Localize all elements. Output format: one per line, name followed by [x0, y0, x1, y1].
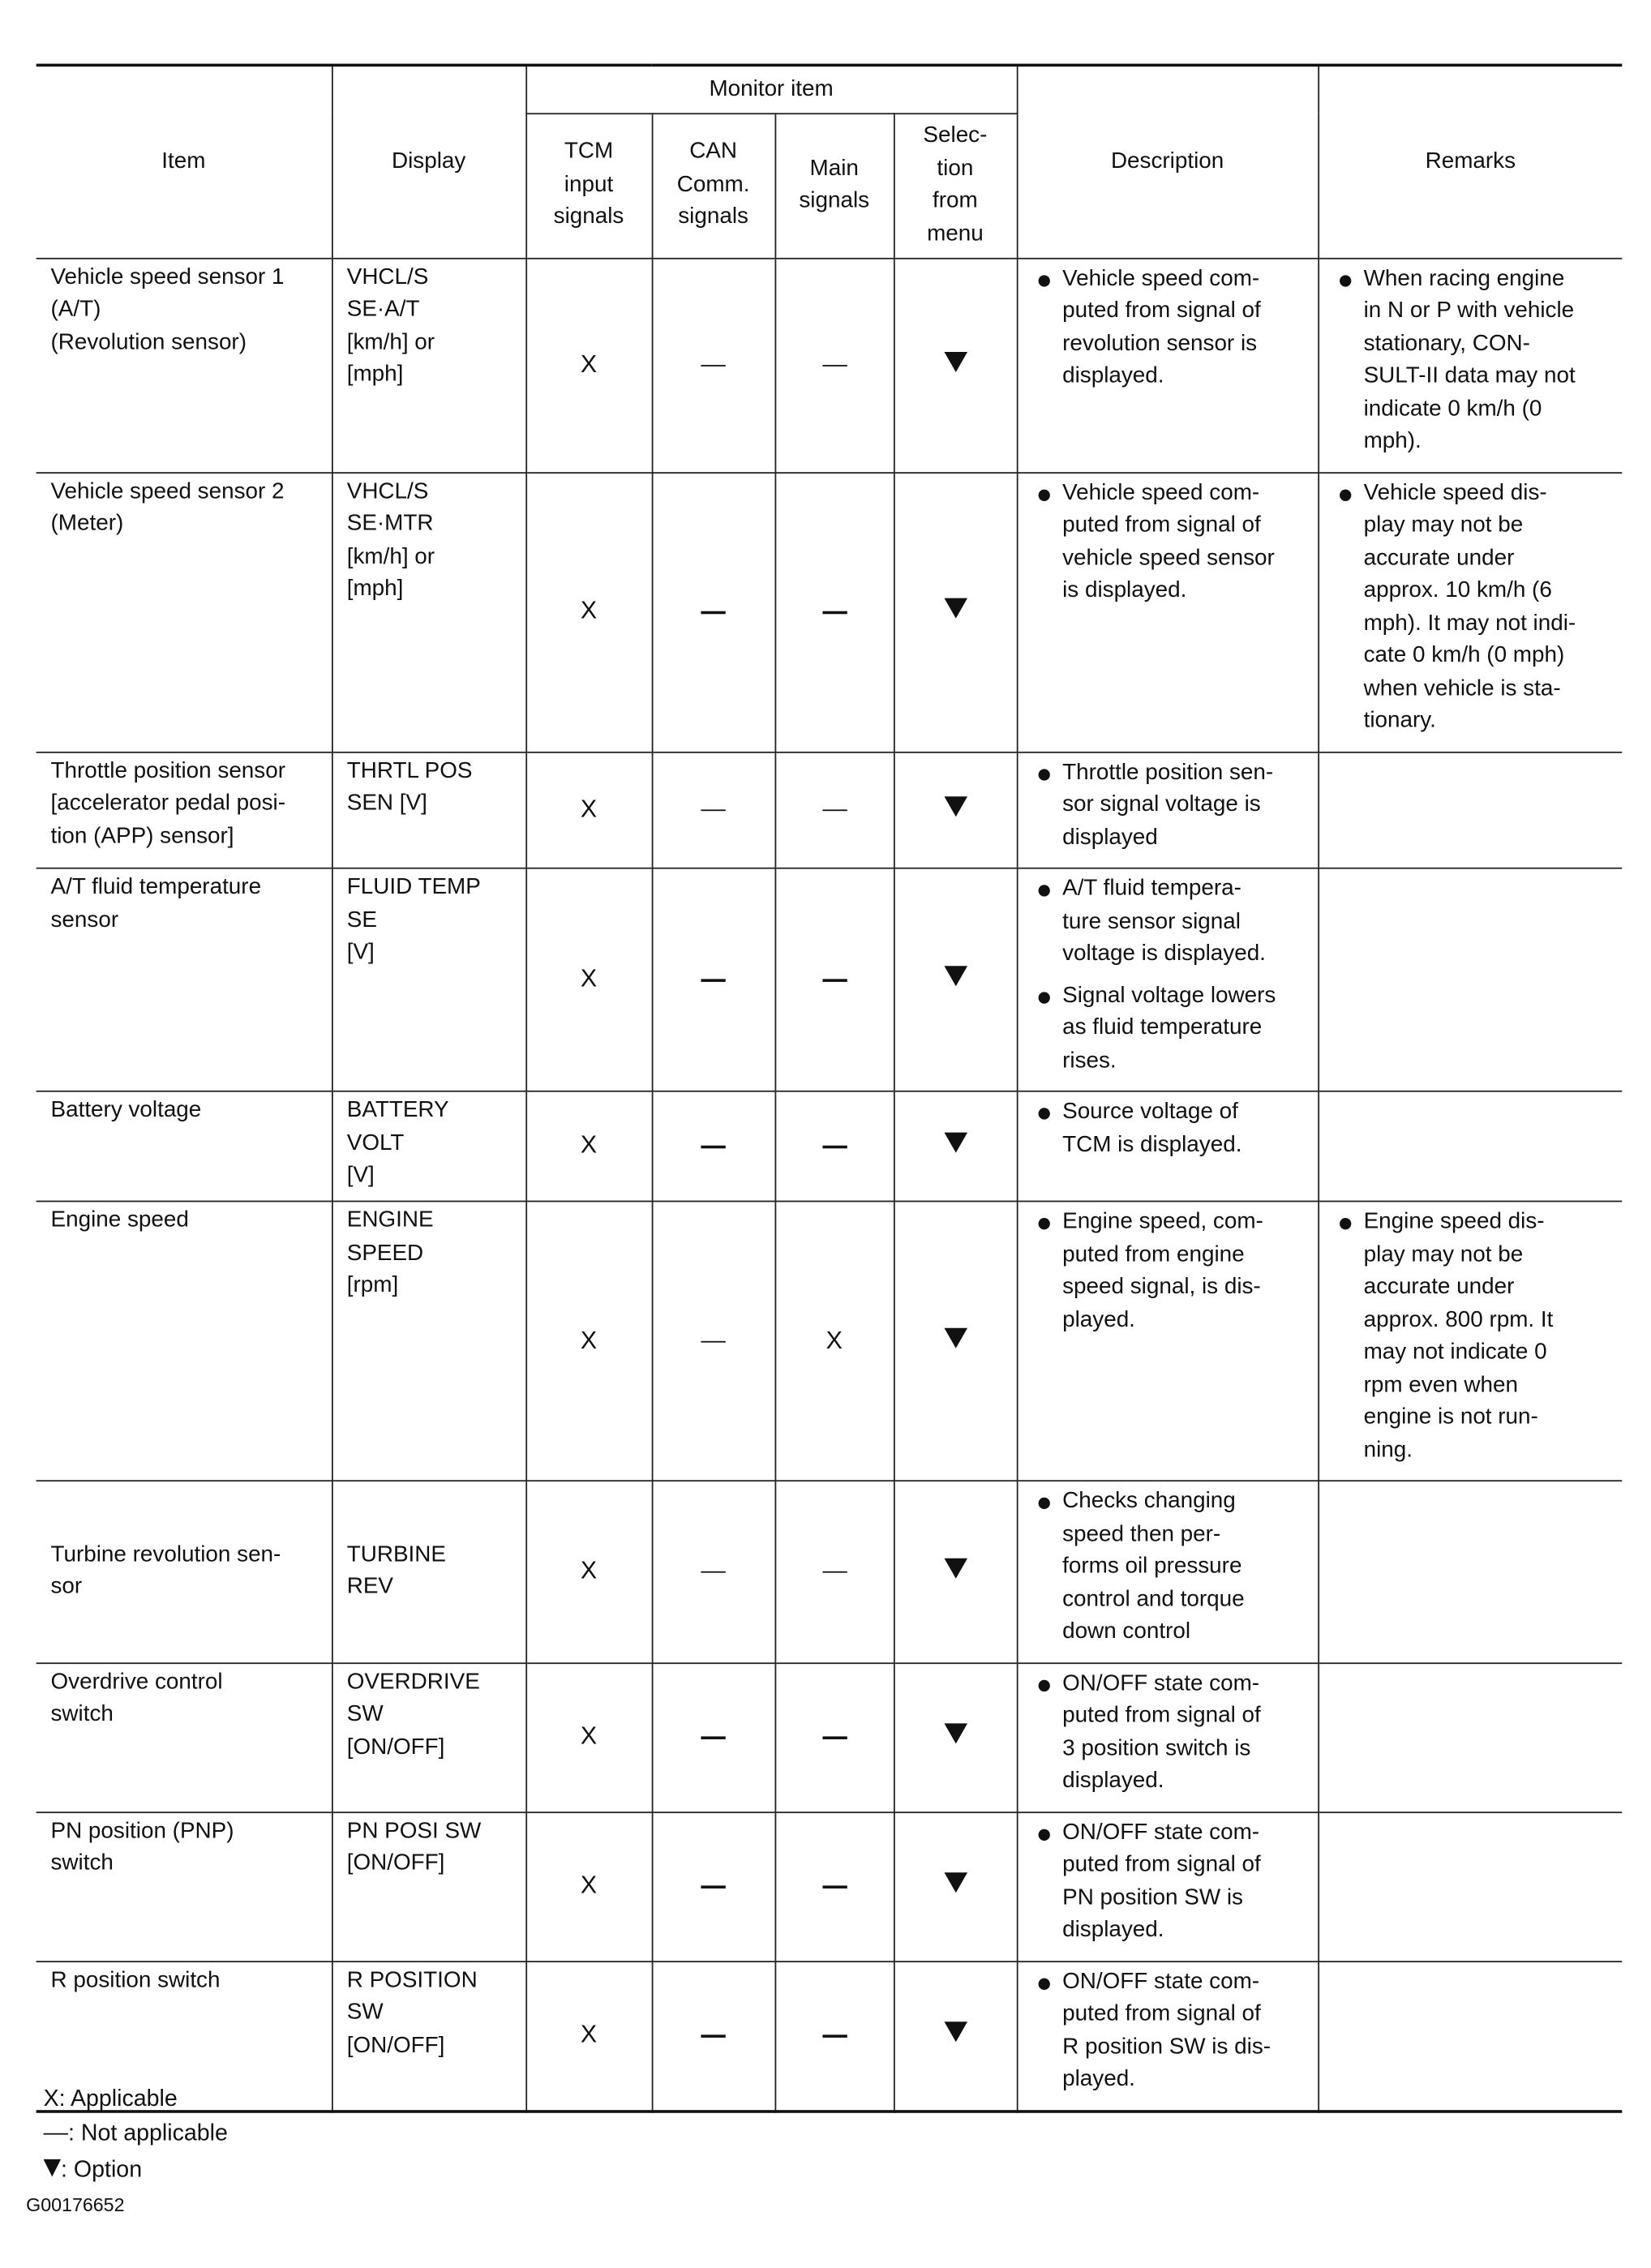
selection-cell	[894, 1961, 1017, 2111]
tcm-input-cell: X	[525, 752, 651, 868]
remarks-list	[1319, 1481, 1622, 1490]
header-description: Description	[1017, 65, 1318, 258]
table-row	[36, 752, 1623, 868]
remarks-list	[1319, 1202, 1622, 1480]
remarks-cell	[1318, 1091, 1622, 1202]
item-cell: Throttle position sensor [accelerator pedal posi- tion (APP) sensor]	[36, 752, 332, 868]
item-cell: A/T fluid temperature sensor	[36, 868, 332, 1091]
remarks-cell	[1318, 868, 1622, 1091]
legend-not-applicable	[44, 2116, 228, 2150]
table-row	[36, 472, 1623, 752]
description-cell	[1017, 868, 1318, 1091]
header-tcm-input-signals: TCM input signals	[525, 113, 651, 258]
triangle-down-icon	[944, 1133, 967, 1153]
item-cell: Vehicle speed sensor 2 (Meter)	[36, 472, 332, 752]
main-signals-cell	[775, 1091, 894, 1202]
remarks-cell	[1318, 1481, 1622, 1662]
item-cell: R position switch	[36, 1961, 332, 2111]
description-list	[1018, 1092, 1318, 1175]
dash-icon	[822, 809, 847, 812]
table-row	[36, 1091, 1623, 1202]
item-cell: PN position (PNP) switch	[36, 1811, 332, 1961]
triangle-down-icon	[944, 1873, 967, 1893]
can-comm-cell	[652, 1662, 775, 1811]
bullet-item: ON/OFF state com- puted from signal of R position SW is dis- played.	[1035, 1966, 1311, 2096]
item-cell: Overdrive control switch	[36, 1662, 332, 1811]
bullet-item: Source voltage of TCM is displayed.	[1035, 1096, 1311, 1161]
main-signals-cell	[775, 752, 894, 868]
main-signals-cell	[775, 1662, 894, 1811]
main-signals-cell: X	[775, 1201, 894, 1481]
bullet-item: Throttle position sen- sor signal voltage is displayed	[1035, 757, 1311, 855]
description-list	[1018, 1812, 1318, 1960]
figure-code: G00176652	[26, 2193, 125, 2216]
dash-icon	[822, 979, 847, 981]
dash-icon	[822, 364, 847, 367]
description-list	[1018, 473, 1318, 620]
description-cell	[1017, 1662, 1318, 1811]
description-cell	[1017, 1481, 1318, 1662]
dash-icon	[44, 2133, 68, 2135]
bullet-item: A/T fluid tempera- ture sensor signal voltage is displayed.	[1035, 873, 1311, 971]
dash-icon	[822, 1736, 847, 1739]
header-can-comm-signals: CAN Comm. signals	[652, 113, 775, 258]
display-cell: OVERDRIVE SW [ON/OFF]	[332, 1662, 525, 1811]
remarks-list	[1319, 1663, 1622, 1672]
tcm-input-cell: X	[525, 1811, 651, 1961]
tcm-input-cell: X	[525, 1201, 651, 1481]
can-comm-cell	[652, 1811, 775, 1961]
display-cell: VHCL/S SE·MTR [km/h] or [mph]	[332, 472, 525, 752]
legend-applicable	[44, 2082, 228, 2116]
can-comm-cell	[652, 1091, 775, 1202]
item-cell: Vehicle speed sensor 1 (A/T) (Revolution sensor)	[36, 258, 332, 472]
remarks-list	[1319, 869, 1622, 878]
item-cell: Turbine revolution sen- sor	[36, 1481, 332, 1662]
remarks-list	[1319, 1092, 1622, 1101]
description-cell	[1017, 1811, 1318, 1961]
can-comm-cell	[652, 752, 775, 868]
description-list	[1018, 1202, 1318, 1349]
table-row	[36, 1481, 1623, 1662]
main-signals-cell	[775, 1811, 894, 1961]
display-cell: R POSITION SW [ON/OFF]	[332, 1961, 525, 2111]
selection-cell	[894, 1091, 1017, 1202]
remarks-list	[1319, 1812, 1622, 1821]
bullet-item: ON/OFF state com- puted from signal of 3 position switch is displayed.	[1035, 1668, 1311, 1799]
display-cell: THRTL POS SEN [V]	[332, 752, 525, 868]
tcm-input-cell: X	[525, 258, 651, 472]
bullet-item: Signal voltage lowers as fluid temperature rises.	[1035, 980, 1311, 1078]
can-comm-cell	[652, 868, 775, 1091]
remarks-cell	[1318, 1662, 1622, 1811]
description-list	[1018, 1481, 1318, 1661]
description-list	[1018, 1663, 1318, 1811]
triangle-down-icon	[944, 1724, 967, 1744]
selection-cell	[894, 1662, 1017, 1811]
dash-icon	[822, 1146, 847, 1148]
table-row	[36, 258, 1623, 472]
legend-applicable-label: : Applicable	[58, 2086, 178, 2112]
description-cell	[1017, 1091, 1318, 1202]
dash-icon	[822, 1885, 847, 1888]
remarks-cell	[1318, 752, 1622, 868]
main-signals-cell	[775, 868, 894, 1091]
selection-cell	[894, 1481, 1017, 1662]
table-row	[36, 868, 1623, 1091]
dash-icon	[701, 1885, 725, 1888]
dash-icon	[822, 2034, 847, 2037]
legend-not-applicable-label: : Not applicable	[67, 2120, 228, 2146]
main-signals-cell	[775, 1481, 894, 1662]
remarks-cell	[1318, 472, 1622, 752]
description-list	[1018, 259, 1318, 406]
dash-icon	[701, 979, 725, 981]
remarks-cell	[1318, 1961, 1622, 2111]
bullet-item: Vehicle speed com- puted from signal of vehicle speed sensor is displayed.	[1035, 477, 1311, 607]
description-cell	[1017, 1961, 1318, 2111]
remarks-cell	[1318, 1201, 1622, 1481]
header-main-signals: Main signals	[775, 113, 894, 258]
display-cell: FLUID TEMP SE [V]	[332, 868, 525, 1091]
dash-icon	[701, 2034, 725, 2037]
triangle-down-icon	[944, 967, 967, 987]
remarks-list	[1319, 1961, 1622, 1970]
dash-icon	[701, 1571, 725, 1573]
selection-cell	[894, 868, 1017, 1091]
tcm-input-cell: X	[525, 1961, 651, 2111]
triangle-down-icon	[944, 1558, 967, 1579]
main-signals-cell	[775, 472, 894, 752]
triangle-down-icon	[944, 2022, 967, 2043]
table-row	[36, 1662, 1623, 1811]
display-cell: VHCL/S SE·A/T [km/h] or [mph]	[332, 258, 525, 472]
item-cell: Engine speed	[36, 1201, 332, 1481]
display-cell: ENGINE SPEED [rpm]	[332, 1201, 525, 1481]
main-signals-cell	[775, 1961, 894, 2111]
triangle-down-icon	[44, 2159, 61, 2176]
header-selection-from-menu: Selec- tion from menu	[894, 113, 1017, 258]
tcm-input-cell: X	[525, 1662, 651, 1811]
table-row	[36, 1201, 1623, 1481]
dash-icon	[701, 1146, 725, 1148]
can-comm-cell	[652, 1481, 775, 1662]
header-monitor-item: Monitor item	[525, 65, 1017, 113]
can-comm-cell	[652, 472, 775, 752]
triangle-down-icon	[944, 352, 967, 372]
bullet-item: ON/OFF state com- puted from signal of PN position SW is displayed.	[1035, 1817, 1311, 1948]
tcm-input-cell: X	[525, 1091, 651, 1202]
header-remarks: Remarks	[1318, 65, 1622, 258]
header-item: Item	[36, 65, 332, 258]
display-cell: TURBINE REV	[332, 1481, 525, 1662]
triangle-down-icon	[944, 598, 967, 619]
selection-cell	[894, 1811, 1017, 1961]
main-signals-cell	[775, 258, 894, 472]
legend	[44, 2082, 228, 2187]
selection-cell	[894, 752, 1017, 868]
dash-icon	[822, 1571, 847, 1573]
dash-icon	[701, 1340, 725, 1343]
bullet-item: When racing engine in N or P with vehicle stationary, CON- SULT-II data may not indicate 0 km/h (0 mph).	[1336, 263, 1617, 458]
table-row	[36, 1961, 1623, 2111]
tcm-input-cell: X	[525, 1481, 651, 1662]
header-display: Display	[332, 65, 525, 258]
bullet-item: Checks changing speed then per- forms oil pressure control and torque down control	[1035, 1486, 1311, 1648]
x-symbol: X	[43, 2086, 59, 2112]
can-comm-cell	[652, 1961, 775, 2111]
triangle-down-icon	[944, 796, 967, 817]
display-cell: PN POSI SW [ON/OFF]	[332, 1811, 525, 1961]
monitor-item-table	[36, 64, 1623, 2112]
dash-icon	[701, 809, 725, 812]
description-cell	[1017, 472, 1318, 752]
remarks-list	[1319, 259, 1622, 472]
remarks-list	[1319, 473, 1622, 751]
selection-cell	[894, 258, 1017, 472]
bullet-item: Engine speed, com- puted from engine speed signal, is dis- played.	[1035, 1207, 1311, 1337]
tcm-input-cell: X	[525, 472, 651, 752]
table-row	[36, 1811, 1623, 1961]
tcm-input-cell: X	[525, 868, 651, 1091]
description-cell	[1017, 258, 1318, 472]
remarks-cell	[1318, 1811, 1622, 1961]
dash-icon	[701, 611, 725, 614]
description-cell	[1017, 1201, 1318, 1481]
legend-option	[44, 2154, 228, 2188]
dash-icon	[701, 364, 725, 367]
description-list	[1018, 1961, 1318, 2109]
display-cell: BATTERY VOLT [V]	[332, 1091, 525, 1202]
bullet-item: Engine speed dis- play may not be accurate under approx. 800 rpm. It may not indicate 0 rpm even when engine is not run- ning.	[1336, 1207, 1617, 1467]
bullet-item: Vehicle speed dis- play may not be accurate under approx. 10 km/h (6 mph). It may not indi- cate 0 km/h (0 mph) when vehicle is sta- tionary.	[1336, 477, 1617, 737]
description-list	[1018, 869, 1318, 1091]
dash-icon	[822, 611, 847, 614]
remarks-list	[1319, 752, 1622, 761]
can-comm-cell	[652, 1201, 775, 1481]
legend-option-label: : Option	[61, 2158, 143, 2183]
description-cell	[1017, 752, 1318, 868]
selection-cell	[894, 1201, 1017, 1481]
item-cell: Battery voltage	[36, 1091, 332, 1202]
dash-icon	[701, 1736, 725, 1739]
selection-cell	[894, 472, 1017, 752]
can-comm-cell	[652, 258, 775, 472]
description-list	[1018, 752, 1318, 868]
remarks-cell	[1318, 258, 1622, 472]
triangle-down-icon	[944, 1327, 967, 1348]
bullet-item: Vehicle speed com- puted from signal of revolution sensor is displayed.	[1035, 263, 1311, 393]
